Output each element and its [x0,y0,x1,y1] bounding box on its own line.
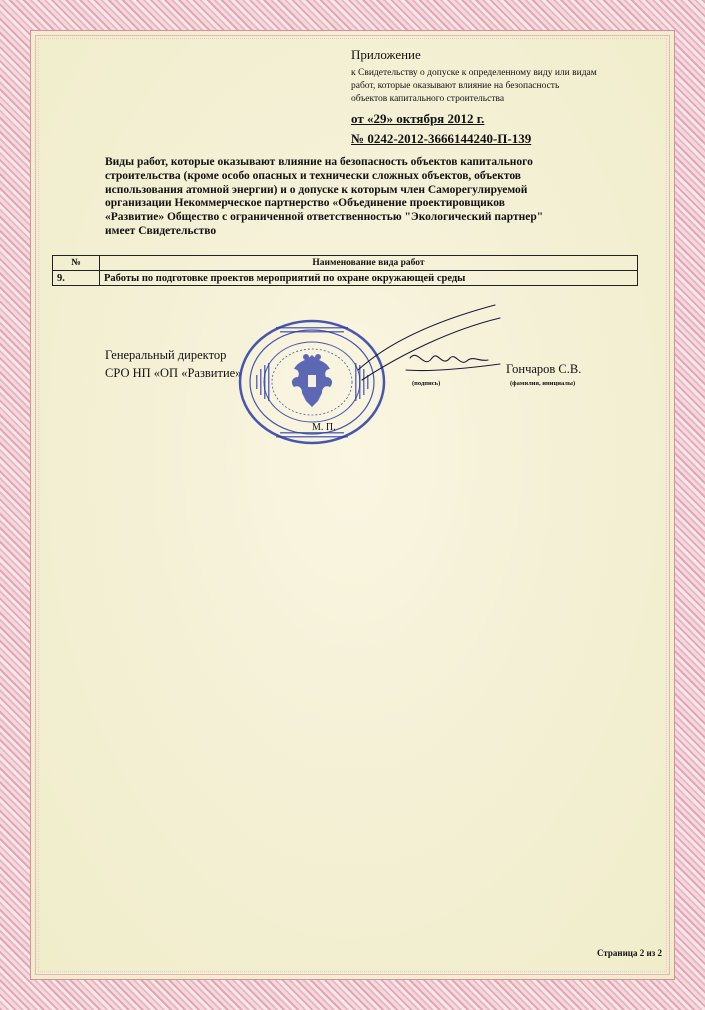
appendix-date: от «29» октября 2012 г. [351,111,485,126]
signer-name: Гончаров С.В. [506,362,582,376]
signature-caption: (подпись) [412,380,441,387]
organization-line: СРО НП «ОП «Развитие» [105,366,242,380]
intro-line: строительства (кроме особо опасных и технически сложных объектов, объектов [105,169,521,182]
header-number: № [53,256,100,271]
page-number: Страница 2 из 2 [597,948,663,958]
table-header-row [53,256,638,271]
appendix-title: Приложение [351,47,421,62]
row-number: 9. [53,271,100,286]
certificate-number: № 0242-2012-3666144240-П-139 [351,131,532,146]
position-line: Генеральный директор [105,348,227,362]
seal-place-label: М. П. [312,422,336,433]
works-table [52,255,638,286]
appendix-line: к Свидетельству о допуске к определенному виду или видам [351,68,597,78]
name-caption: (фамилия, инициалы) [510,380,576,387]
appendix-header [351,47,641,147]
intro-line: Виды работ, которые оказывают влияние на безопасность объектов капитального [105,156,533,168]
appendix-line: работ, которые оказывают влияние на безопасность [351,81,560,91]
table-row [53,271,638,286]
header-work-name: Наименование вида работ [100,256,638,271]
handwritten-signature [350,300,510,390]
intro-line: организации Некоммерческое партнерство «Объединение проектировщиков [105,197,505,210]
intro-line: «Развитие» Общество с ограниченной ответственностью "Экологический партнер" [105,211,544,224]
director-position [105,346,241,382]
intro-paragraph [105,156,605,239]
appendix-line: объектов капитального строительства [351,94,505,104]
intro-line: имеет Свидетельство [105,224,217,237]
row-work-name: Работы по подготовке проектов мероприятий по охране окружающей среды [100,271,638,286]
intro-line: использования атомной энергии) и о допуске к которым член Саморегулируемой [105,183,528,196]
